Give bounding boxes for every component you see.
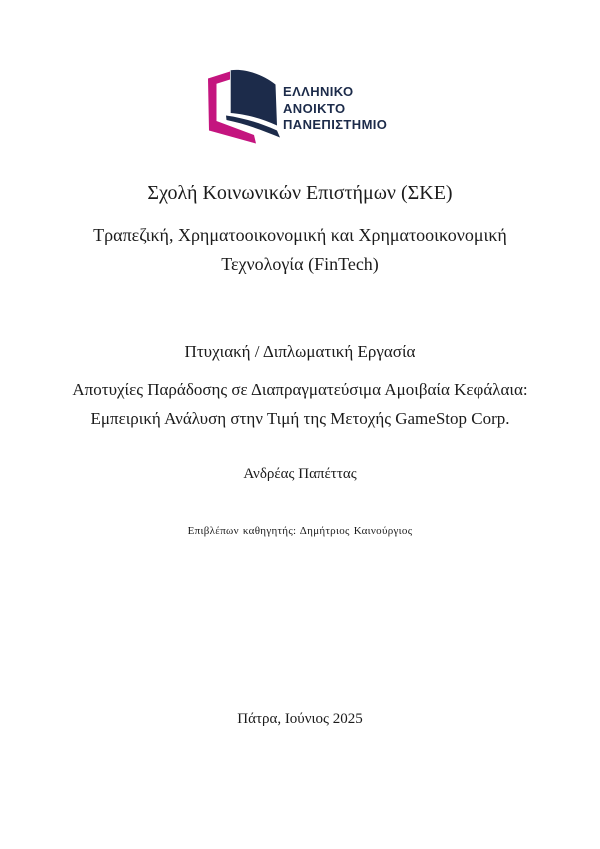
school-title: Σχολή Κοινωνικών Επιστήμων (ΣΚΕ) [147, 182, 453, 204]
wordmark-line-2: ΑΝΟΙΚΤΟ [283, 100, 346, 116]
university-wordmark [283, 84, 387, 134]
logo-page-shape [231, 70, 277, 126]
wordmark-line-3: ΠΑΝΕΠΙΣΤΗΜΙΟ [283, 117, 388, 133]
program-title-line-2: Τεχνολογία (FinTech) [221, 254, 379, 274]
thesis-title-line-2: Εμπειρική Ανάλυση στην Τιμή της Μετοχής GameStop Corp. [90, 409, 510, 428]
place-date: Πάτρα, Ιούνιος 2025 [237, 711, 363, 727]
wordmark-line-1: ΕΛΛΗΝΙΚΟ [283, 84, 354, 99]
author-name: Ανδρέας Παπέττας [243, 466, 357, 482]
program-title [0, 221, 600, 279]
open-book-logo-icon [204, 68, 280, 152]
supervisor-line: Επιβλέπων καθηγητής: Δημήτριος Καινούργιος [187, 525, 413, 537]
thesis-title [0, 375, 600, 433]
thesis-title-line-1: Αποτυχίες Παράδοσης σε Διαπραγματεύσιμα Αμοιβαία Κεφάλαια: [72, 380, 528, 399]
thesis-type: Πτυχιακή / Διπλωματική Εργασία [184, 342, 416, 361]
program-title-line-1: Τραπεζική, Χρηματοοικονομική και Χρηματοοικονομική [93, 225, 507, 245]
